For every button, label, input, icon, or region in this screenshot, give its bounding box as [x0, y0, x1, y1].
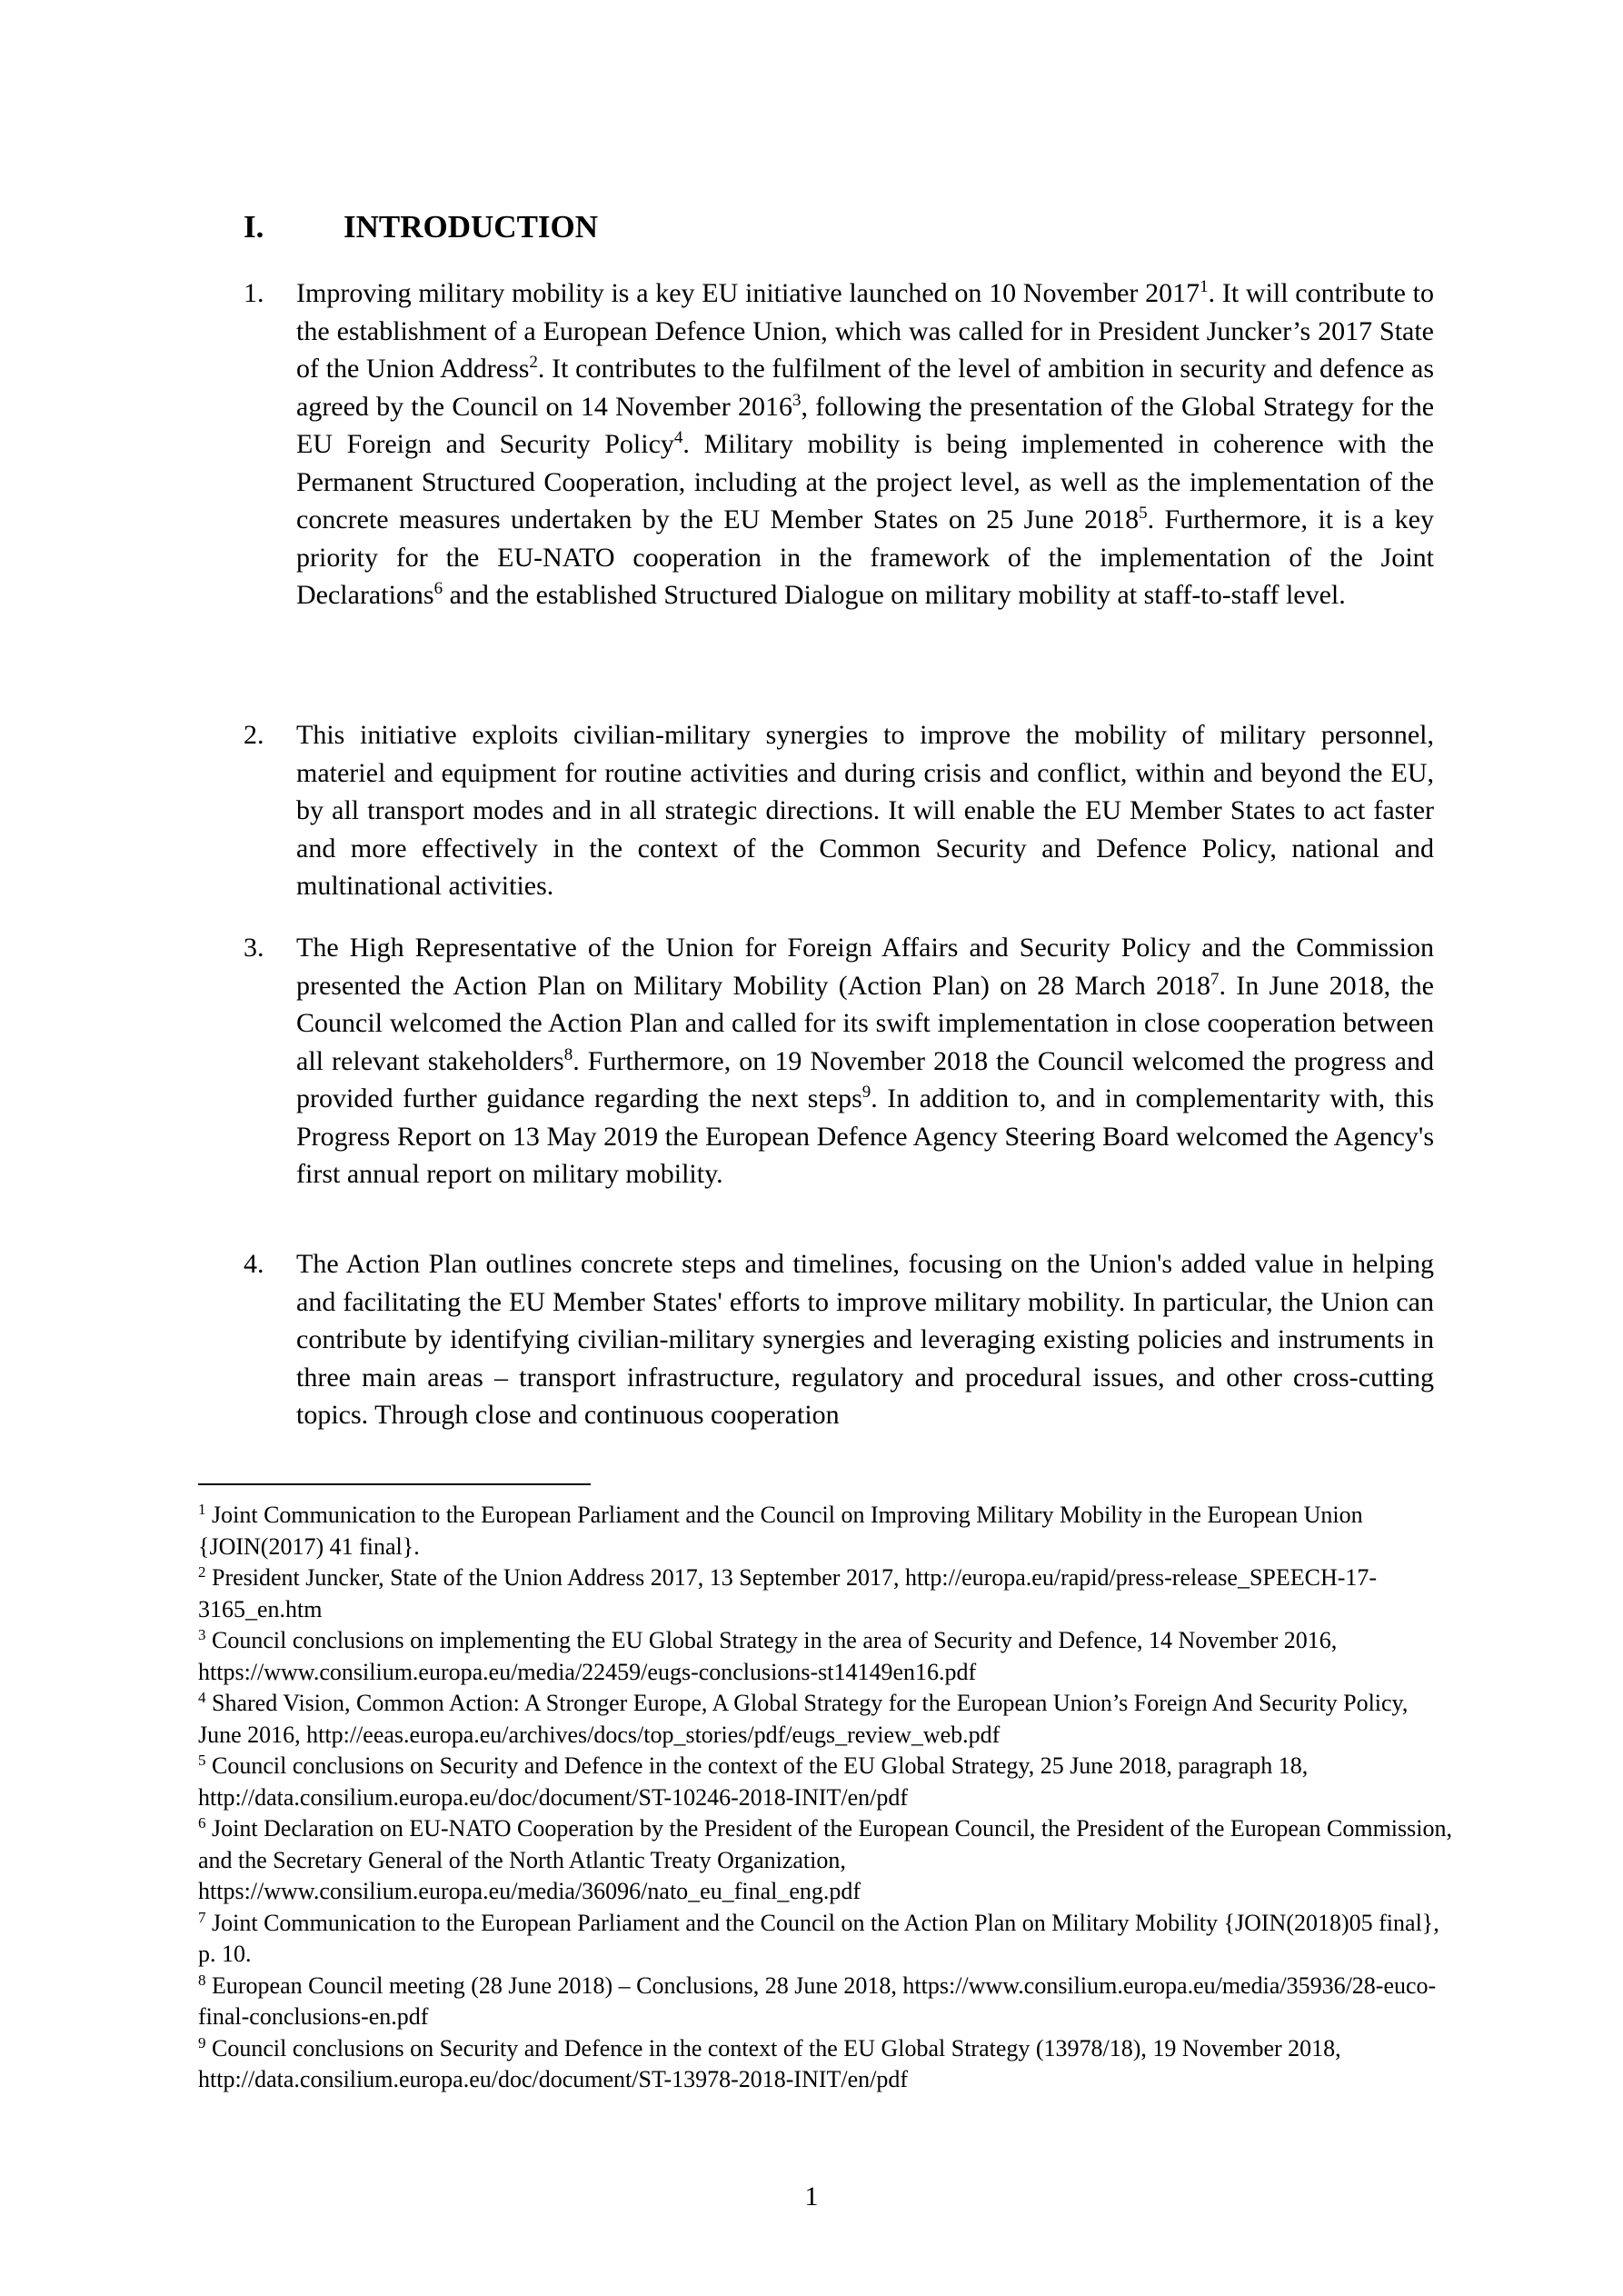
- paragraph-4: [244, 1245, 1434, 1434]
- footnote: [198, 1971, 1452, 2033]
- footnote: [198, 1562, 1452, 1625]
- paragraph-text-run: . Military mobility is being implemented in coherence with the Permanent Structured Cooperation, including at the project level, as well as the implementation of the concrete measures undertaken by the EU Member States on 25 June 2018: [296, 429, 1434, 534]
- paragraph-3: [244, 929, 1434, 1193]
- footnote-number: 6: [198, 1814, 206, 1832]
- footnote-text: Joint Communication to the European Parliament and the Council on the Action Plan on Military Mobility {JOIN(2018)05 final}, p. 10.: [198, 1909, 1439, 1967]
- footnote-reference: 4: [673, 428, 683, 447]
- footnote-number: 3: [198, 1626, 206, 1643]
- footnote-reference: 3: [792, 390, 802, 410]
- footnote-text: Joint Communication to the European Parliament and the Council on Improving Military Mobility in the European Union {JOIN(2017) 41 final}.: [198, 1502, 1363, 1560]
- footnote-reference: 6: [433, 579, 443, 598]
- paragraph-text-run: . In addition to, and in complementarity with, this Progress Report on 13 May 2019 the European Defence Agency Steering Board welcomed the Agency's first annual report on military mobility.: [296, 1083, 1434, 1189]
- paragraph-text-run: . Furthermore, it is a key priority for the EU-NATO cooperation in the framework of the implementation of the Joint Declarations: [296, 504, 1434, 610]
- paragraph-text-run: . In June 2018, the Council welcomed the Action Plan and called for its swift implementation in close cooperation between all relevant stakeholders: [296, 970, 1434, 1076]
- footnote-number: 4: [198, 1689, 206, 1706]
- footnote-number: 9: [198, 2033, 206, 2051]
- section-number: I.: [244, 209, 264, 245]
- footnote-reference: 1: [1200, 277, 1209, 296]
- paragraph-number: 4.: [244, 1249, 264, 1279]
- paragraph-text: [296, 1245, 1434, 1434]
- footnote: [198, 1908, 1452, 1971]
- footnote: [198, 1500, 1452, 1562]
- paragraph-text: [296, 929, 1434, 1193]
- footnote-text: President Juncker, State of the Union Address 2017, 13 September 2017, http://europa.eu/rapid/press-release_SPEECH-17-3165_en.htm: [198, 1564, 1378, 1622]
- footnote: [198, 2033, 1452, 2096]
- paragraph-number: 1.: [244, 278, 264, 308]
- paragraph-2: [244, 716, 1434, 905]
- footnote-text: Joint Declaration on EU-NATO Cooperation by the President of the European Council, the President of the European Commission, and the Secretary General of the North Atlantic Treaty Organization, https://www.consilium.europa.eu/media/36096/nato_eu_final_eng.pdf: [198, 1815, 1452, 1904]
- footnote-number: 2: [198, 1563, 206, 1581]
- footnote: [198, 1625, 1452, 1688]
- paragraph-text-run: This initiative exploits civilian-military synergies to improve the mobility of military personnel, materiel and equipment for routine activities and during crisis and conflict, within and beyond the EU, by all transport modes and in all strategic directions. It will enable the EU Member States to act faster and more effectively in the context of the Common Security and Defence Policy, national and multinational activities.: [296, 720, 1434, 901]
- footnote-reference: 2: [529, 353, 538, 372]
- paragraph-text-run: . It will contribute to the establishment of a European Defence Union, which was called for in President Juncker’s 2017 State of the Union Address: [296, 278, 1434, 384]
- footnote-reference: 7: [1210, 969, 1220, 989]
- footnote-text: Council conclusions on Security and Defence in the context of the EU Global Strategy, 25 June 2018, paragraph 18, http://data.consilium.europa.eu/doc/document/ST-10246-2018-INIT/en/pdf: [198, 1752, 1309, 1811]
- section-title: INTRODUCTION: [344, 209, 599, 245]
- footnote-number: 1: [198, 1501, 206, 1518]
- footnote-text: Council conclusions on implementing the EU Global Strategy in the area of Security and Defence, 14 November 2016, https://www.consilium.europa.eu/media/22459/eugs-conclusions-st14149en16.pdf: [198, 1627, 1338, 1685]
- paragraph-number: 3.: [244, 933, 264, 963]
- footnote-number: 7: [198, 1908, 206, 1926]
- paragraph-text-run: , following the presentation of the Global Strategy for the EU Foreign and Security Policy: [296, 391, 1435, 459]
- section-heading: [244, 205, 598, 249]
- footnote-text: Council conclusions on Security and Defence in the context of the EU Global Strategy (13978/18), 19 November 2018, http://data.consilium.europa.eu/doc/document/ST-13978-2018-INIT/en/pdf: [198, 2034, 1341, 2092]
- footnote: [198, 1688, 1452, 1751]
- paragraph-text: [296, 275, 1434, 614]
- paragraph-text-run: . Furthermore, on 19 November 2018 the Council welcomed the progress and provided further guidance regarding the next steps: [296, 1045, 1434, 1113]
- page-number: 1: [804, 2181, 819, 2211]
- paragraph-text-run: The High Representative of the Union for Foreign Affairs and Security Policy and the Commission presented the Action Plan on Military Mobility (Action Plan) on 28 March 2018: [296, 933, 1434, 1001]
- footnote-number: 5: [198, 1752, 206, 1769]
- paragraph-text: [296, 716, 1434, 905]
- paragraph-text-run: and the established Structured Dialogue on military mobility at staff-to-staff level.: [443, 580, 1346, 610]
- paragraph-1: [244, 275, 1434, 614]
- footnote-reference: 8: [563, 1044, 573, 1064]
- footnote-text: European Council meeting (28 June 2018) – Conclusions, 28 June 2018, https://www.consilium.europa.eu/media/35936/28-euco-final-conclusions-en.pdf: [198, 1972, 1437, 2030]
- footnote: [198, 1813, 1452, 1908]
- footnotes: [198, 1500, 1452, 2096]
- paragraph-text-run: . It contributes to the fulfilment of the level of ambition in security and defence as agreed by the Council on 14 November 2016: [296, 354, 1434, 422]
- footnote-number: 8: [198, 1971, 206, 1989]
- paragraph-text-run: Improving military mobility is a key EU initiative launched on 10 November 2017: [296, 278, 1200, 308]
- paragraph-text-run: The Action Plan outlines concrete steps and timelines, focusing on the Union's added value in helping and facilitating the EU Member States' efforts to improve military mobility. In particular, the Union can contribute by identifying civilian-military synergies and leveraging existing policies and instruments in three main areas – transport infrastructure, regulatory and procedural issues, and other cross-cutting topics. Through close and continuous cooperation: [296, 1249, 1434, 1430]
- footnote-text: Shared Vision, Common Action: A Stronger Europe, A Global Strategy for the European Union’s Foreign And Security Policy, June 2016, http://eeas.europa.eu/archives/docs/top_stories/pdf/eugs_review_web.pdf: [198, 1690, 1409, 1748]
- footnote-reference: 9: [861, 1083, 871, 1102]
- footnote: [198, 1751, 1452, 1813]
- footnote-reference: 5: [1139, 504, 1148, 523]
- paragraph-number: 2.: [244, 720, 264, 750]
- footnote-separator: [198, 1483, 591, 1485]
